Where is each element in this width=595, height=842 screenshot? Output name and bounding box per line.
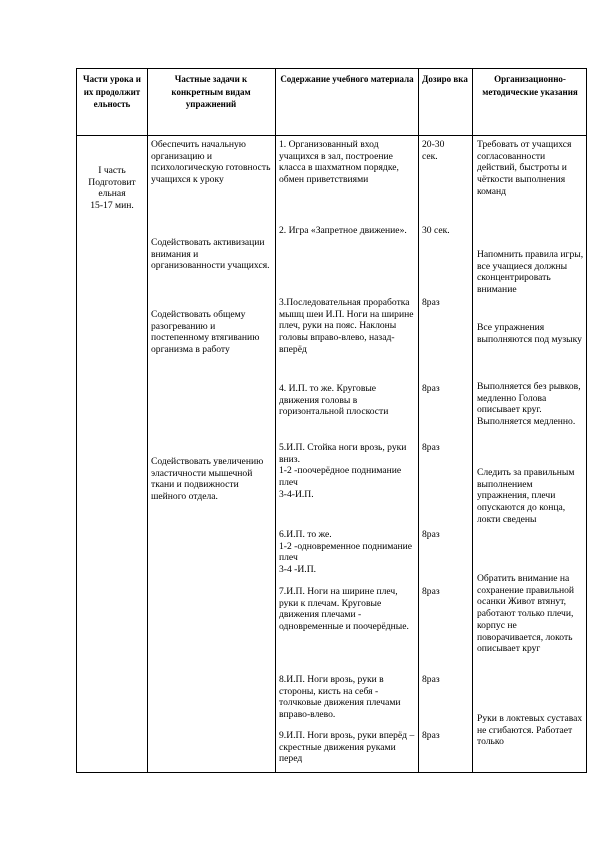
- content-cell: 3.Последовательная проработка мышц шеи И.П. Ноги на ширине плеч, руки на пояс. Наклоны головы вправо-влево, назад-вперёд: [279, 297, 414, 355]
- content-cell: 4. И.П. то же. Круговые движения головы в горизонтальной плоскости: [279, 383, 389, 418]
- task-cell: Содействовать активизации внимания и организованности учащихся.: [151, 237, 270, 272]
- note-cell: Обратить внимание на сохранение правильной осанки Живот втянут, работают только плечи, корпус не поворачивается, локоть описывает круг: [477, 573, 575, 655]
- note-cell: Напомнить правила игры, все учащиеся должны сконцентрировать внимание: [477, 249, 584, 296]
- dosage-cell: 8раз: [422, 674, 440, 685]
- note-cell: Выполняется без рывков, медленно Голова описывает круг. Выполняется медленно.: [477, 381, 581, 428]
- task-cell: Содействовать увеличению эластичности мышечной ткани и подвижности шейного отдела.: [151, 456, 264, 503]
- header-tasks: Частные задачи к конкретным видам упражнений: [171, 74, 251, 109]
- task-cell: Содействовать общему разогреванию и постепенному втягиванию организма в работу: [151, 309, 260, 356]
- content-cell: 2. Игра «Запретное движение».: [279, 225, 407, 236]
- header-dosage: Дозиро вка: [422, 74, 468, 84]
- lesson-plan-table: [76, 68, 587, 773]
- header-content: Содержание учебного материала: [280, 74, 414, 84]
- content-cell: 5.И.П. Стойка ноги врозь, руки вниз. 1-2 -поочерёдное поднимание плеч 3-4-И.П.: [279, 442, 407, 500]
- header-divider: [77, 135, 586, 136]
- dosage-cell: 8раз: [422, 442, 440, 453]
- header-part: Части урока и их продолжит ельность: [83, 74, 141, 109]
- dosage-cell: 30 сек.: [422, 225, 450, 236]
- note-cell: Руки в локтевых суставах не сгибаются. Работает только: [477, 713, 583, 748]
- dosage-cell: 8раз: [422, 586, 440, 597]
- content-cell: 6.И.П. то же. 1-2 -одновременное поднимание плеч 3-4 -И.П.: [279, 529, 413, 576]
- column-divider: [147, 69, 148, 772]
- task-cell: Обеспечить начальную организацию и психологическую готовность учащихся к уроку: [151, 139, 271, 186]
- part-label: I часть Подготовит ельная 15-17 мин.: [88, 165, 136, 212]
- dosage-cell: 8раз: [422, 297, 440, 308]
- header-notes: Организационно-методические указания: [482, 74, 578, 97]
- note-cell: Требовать от учащихся согласованности действий, быстроты и чёткости выполнения команд: [477, 139, 572, 197]
- column-divider: [418, 69, 419, 772]
- content-cell: 1. Организованный вход учащихся в зал, построение класса в шахматном порядке, обмен приветствиями: [279, 139, 399, 186]
- dosage-cell: 8раз: [422, 383, 440, 394]
- content-cell: 9.И.П. Ноги врозь, руки вперёд – скрестные движения руками перед: [279, 730, 415, 765]
- dosage-cell: 8раз: [422, 730, 440, 741]
- column-divider: [275, 69, 276, 772]
- note-cell: Все упражнения выполняются под музыку: [477, 322, 582, 345]
- content-cell: 8.И.П. Ноги врозь, руки в стороны, кисть на себя - толчковые движения плечами вправо-влево.: [279, 674, 401, 721]
- column-divider: [472, 69, 473, 772]
- content-cell: 7.И.П. Ноги на ширине плеч, руки к плечам. Круговые движения плечами - одновременные и поочерёдные.: [279, 586, 409, 633]
- note-cell: Следить за правильным выполнением упражнения, плечи опускаются до конца, локти сведены: [477, 467, 575, 525]
- dosage-cell: 8раз: [422, 529, 440, 540]
- dosage-cell: 20-30 сек.: [422, 139, 445, 162]
